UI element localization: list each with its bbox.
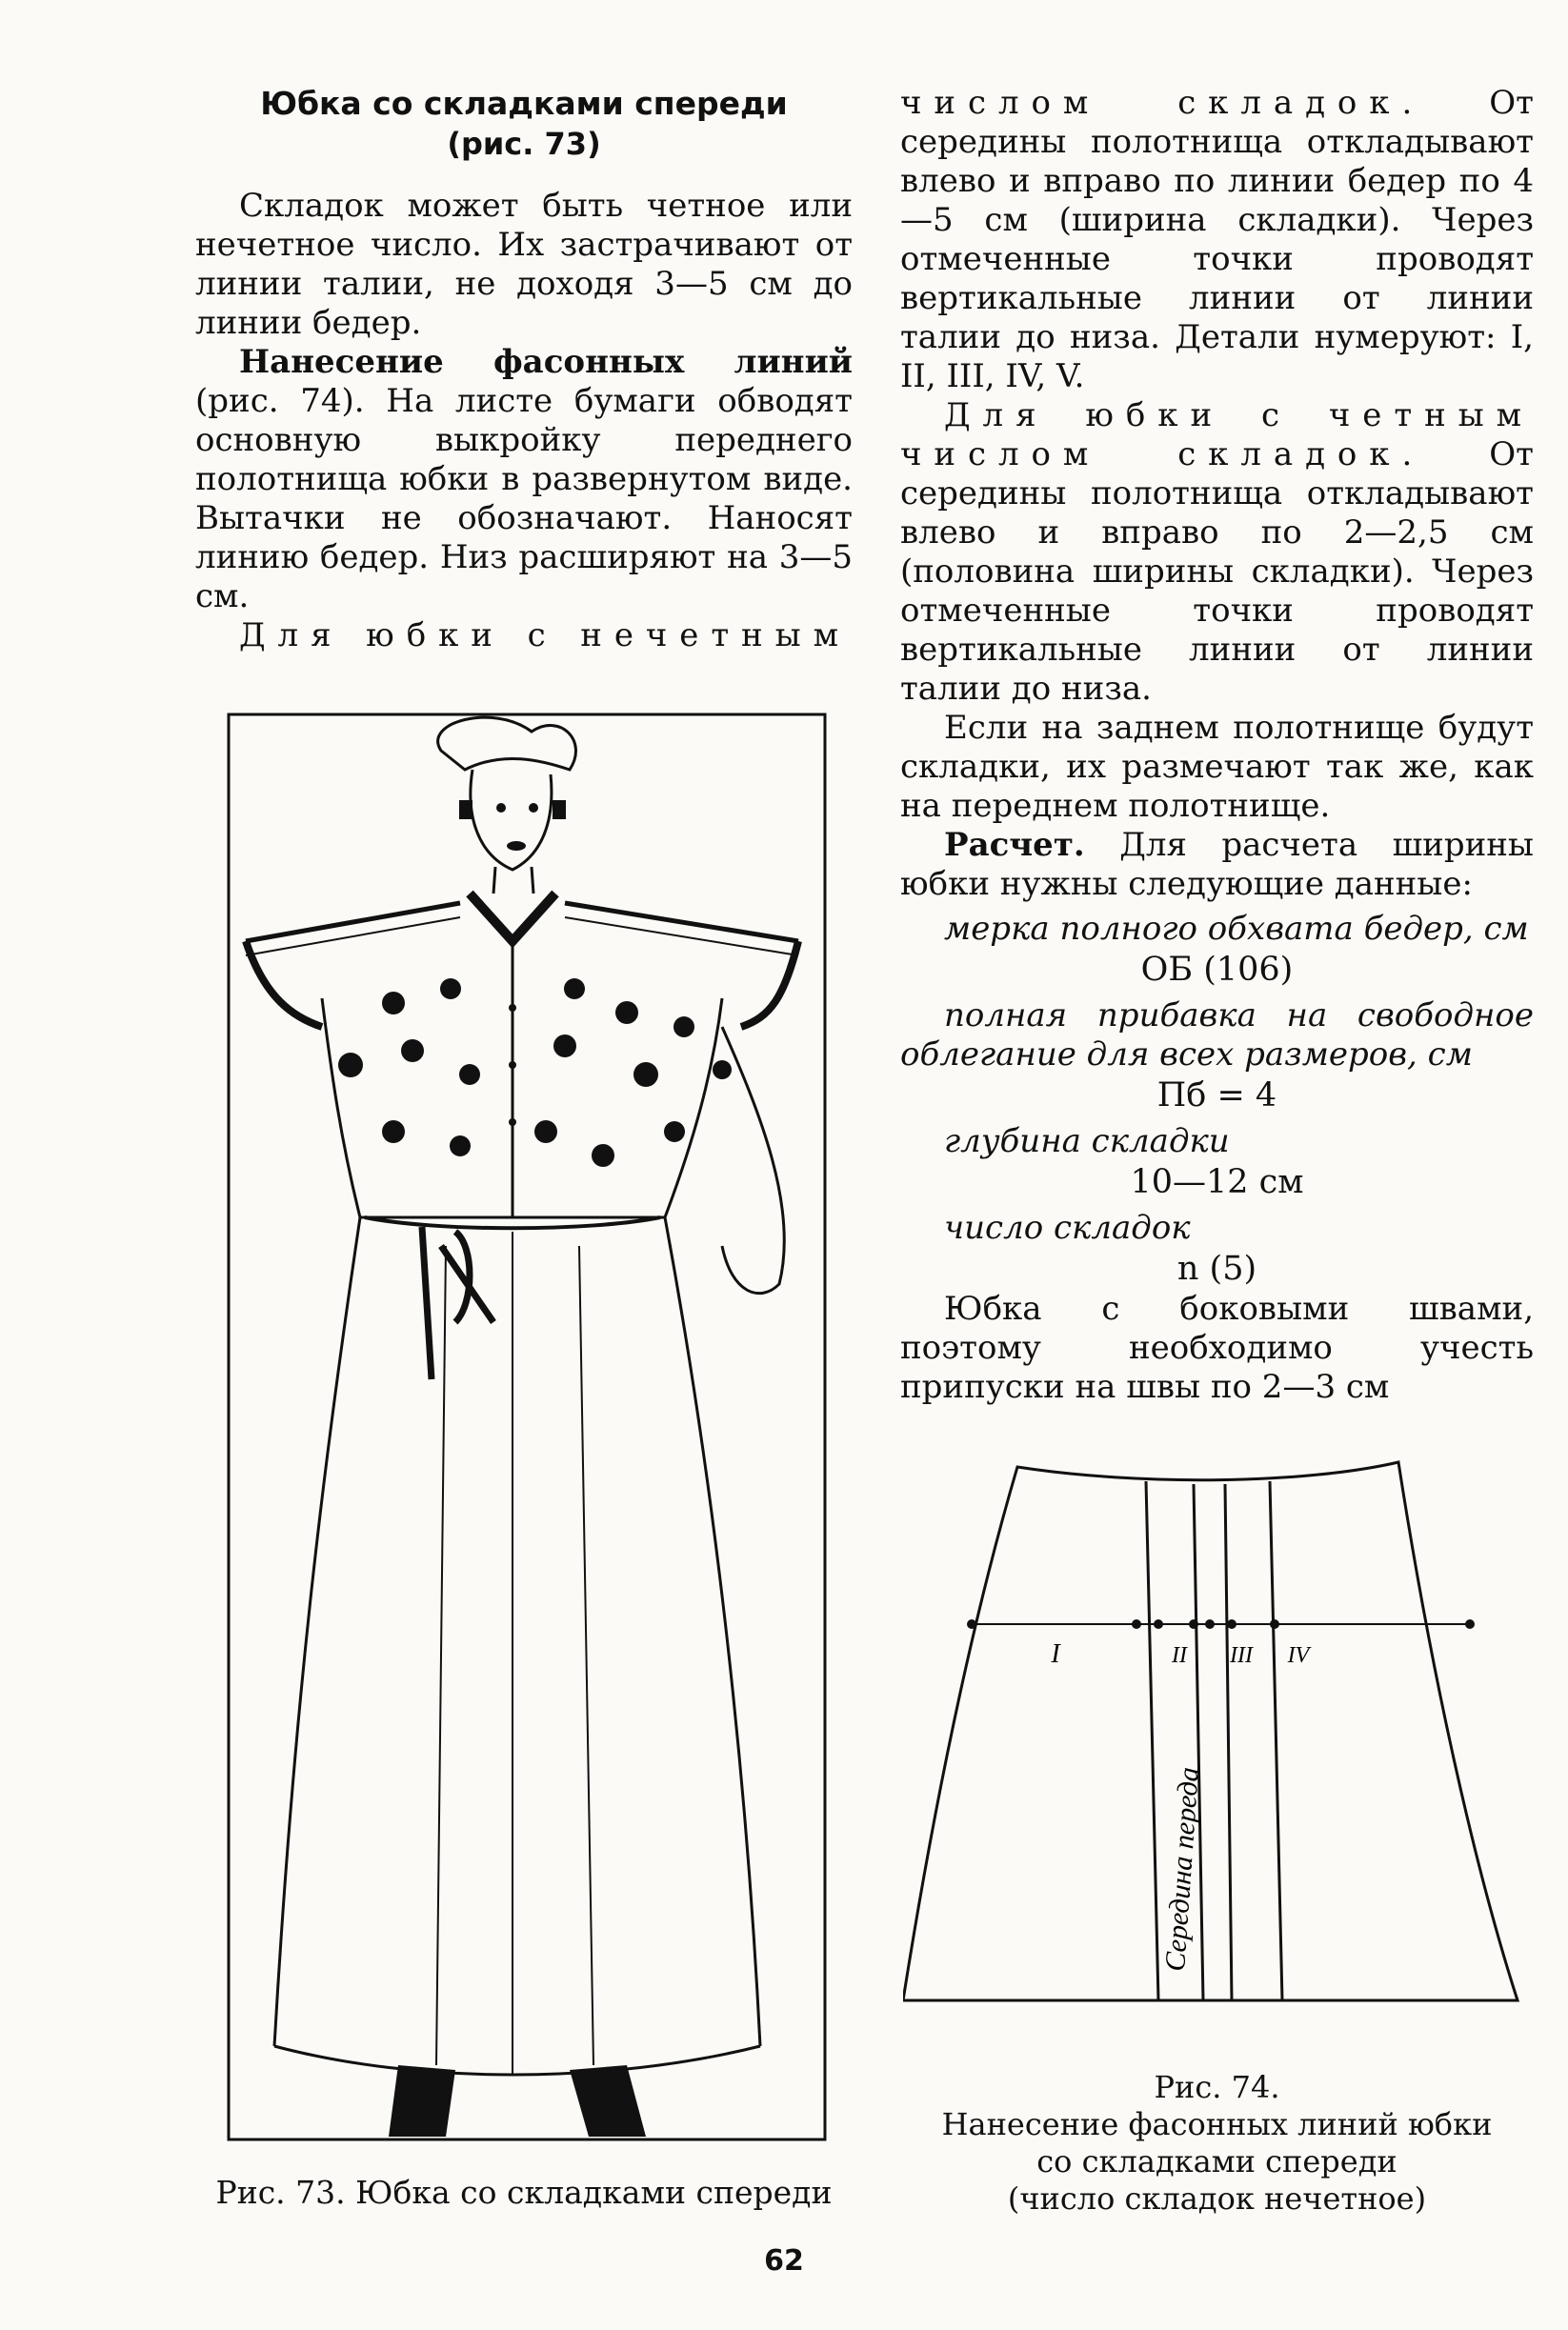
- figure-74-caption: [900, 2069, 1534, 2218]
- belt-tie: [422, 1227, 493, 1379]
- paragraph-style-lines-text: (рис. 74). На листе бумаги обводят основную выкройку переднего полотнища юбки в развернутом виде. Вытачки не обозначают. Наносят линию бедер. Низ расширяют на 3—5 см.: [195, 382, 853, 615]
- paragraph-calculation-text: Для расчета ширины юбки нужны следующие данные:: [900, 826, 1534, 903]
- paragraph-odd-start: [195, 616, 853, 655]
- param-value-count: n (5): [1176, 1250, 1257, 1288]
- param-label-hip: мерка полного обхвата бедер, см: [944, 910, 1529, 948]
- sleeve-trim: [246, 941, 798, 1027]
- center-front-label: Середина переда: [1159, 1765, 1205, 1973]
- waistline: [365, 1217, 660, 1228]
- left-earring: [459, 800, 472, 819]
- spaced-even-pleats: Для юбки с четным числом складок.: [900, 396, 1534, 473]
- mouth: [507, 841, 526, 851]
- paragraph-odd-pleats-text: От середины полотнища откладывают влево и вправо по линии бедер по 4—5 см (ширина складки). Через отмеченные точки проводят вертикальные линии от линии талии до низа. Детали нумеруют: I, II, III, IV, V.: [900, 84, 1534, 395]
- param-value-ease: Пб = 4: [1156, 1076, 1277, 1115]
- heading-style-lines: Нанесение фасонных линий: [239, 343, 853, 381]
- neck-lines: [493, 867, 533, 894]
- paragraph-calculation: [900, 826, 1534, 904]
- param-label-depth: глубина складки: [944, 1122, 1230, 1160]
- section-figure-ref: (рис. 73): [447, 126, 601, 162]
- param-value-hip: ОБ (106): [1140, 951, 1294, 989]
- paragraph-style-lines: [195, 343, 853, 616]
- panel-label-III: III: [1230, 1643, 1253, 1668]
- arm: [722, 1027, 784, 1294]
- figure-74-caption-line: (число складок нечетное): [1007, 2180, 1427, 2217]
- right-earring: [553, 800, 566, 819]
- paragraph-pleats-count: Складок может быть четное или нечетное число. Их застрачивают от линии талии, не доходя 3—5 см до линии бедер.: [195, 187, 853, 342]
- bodice-outline: [322, 998, 722, 1217]
- skirt-pattern-diagram: [903, 1438, 1527, 2039]
- figure-74-caption-title: Рис. 74.: [1154, 2069, 1280, 2105]
- spaced-odd-pleats-start: Для юбки с нечетным: [239, 616, 851, 654]
- param-value-depth: 10—12 см: [1130, 1163, 1304, 1201]
- paragraph-even-pleats: [900, 396, 1534, 709]
- left-column: [195, 84, 853, 655]
- panel-label-IV: IV: [1287, 1643, 1310, 1668]
- right-eye: [529, 803, 538, 813]
- skirt-pattern-outline: [903, 1462, 1518, 2000]
- figure-73-caption: Рис. 73. Юбка со складками спереди: [215, 2174, 833, 2211]
- page-number: 62: [764, 2244, 804, 2278]
- paragraph-back-panel: Если на заднем полотнище будут складки, их размечают так же, как на переднем полотнище.: [900, 709, 1534, 825]
- skirt-pleats: [436, 1232, 593, 2075]
- right-column: [900, 84, 1534, 1407]
- paragraph-even-pleats-text: От середины полотнища откладывают влево и вправо по 2—2,5 см (половина ширины складки). Через отмеченные точки проводят вертикальные линии от линии талии до низа.: [900, 435, 1534, 708]
- heading-calculation: Расчет.: [944, 826, 1085, 864]
- face-outline: [471, 770, 552, 870]
- paragraph-odd-pleats: [900, 84, 1534, 396]
- button: [509, 1118, 516, 1126]
- skirt-outline: [274, 1217, 760, 2046]
- collar: [470, 894, 555, 941]
- spaced-odd-pleats-end: числом складок.: [900, 84, 1425, 122]
- button: [509, 1004, 516, 1012]
- left-eye: [496, 803, 506, 813]
- panel-label-I: I: [1051, 1639, 1060, 1669]
- param-label-ease: полная прибавка на свободное облегание для всех размеров, см: [900, 996, 1534, 1074]
- button: [509, 1061, 516, 1069]
- section-title: Юбка со складками спереди: [260, 85, 788, 122]
- hair-shape: [438, 717, 576, 770]
- figure-74-caption-line: со складками спереди: [1036, 2143, 1397, 2179]
- param-label-count: число складок: [944, 1209, 1191, 1247]
- skirt-hem: [274, 2046, 760, 2075]
- figure-74-caption-line: Нанесение фасонных линий юбки: [941, 2106, 1493, 2142]
- panel-label-II: II: [1172, 1643, 1187, 1668]
- paragraph-seams: Юбка с боковыми швами, поэтому необходимо учесть припуски на швы по 2—3 см: [900, 1290, 1534, 1406]
- polka-dots: [338, 978, 732, 1167]
- dress-illustration: [227, 713, 827, 2141]
